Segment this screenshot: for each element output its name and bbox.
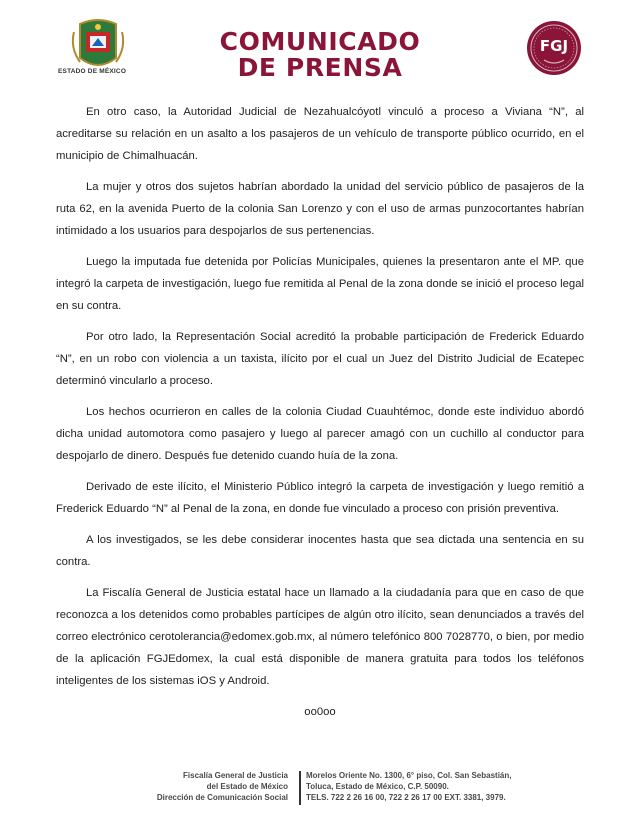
closing-mark: oo0oo (304, 706, 336, 718)
paragraph-4: Por otro lado, la Representación Social acreditó la probable participación de Frederick Eduardo “N”, en un robo con violencia a un taxista, ilícito por el cual un Juez del Distrito Judicial de Ecatepec determinó vincularlo a proceso. (56, 331, 584, 387)
footer-institution-line: Dirección de Comunicación Social (156, 793, 288, 802)
paragraph-3: Luego la imputada fue detenida por Policías Municipales, quienes la presentaron ante el MP. que integró la carpeta de investigación, luego fue remitida al Penal de la zona donde se inició el proceso legal en su contra. (56, 256, 584, 312)
edomex-label: ESTADO DE MÉXICO (58, 68, 127, 75)
title-line-2: DE PRENSA (237, 53, 403, 82)
paragraph-2: La mujer y otros dos sujetos habrían abordado la unidad del servicio público de pasajeros de la ruta 62, en la avenida Puerto de la colonia San Lorenzo y con el uso de armas punzocortantes habrían intimidado a los usuarios para despojarlos de sus pertenencias. (56, 181, 584, 237)
footer-divider (299, 771, 301, 805)
title-line-1: COMUNICADO (219, 27, 421, 56)
footer-institution-line: Fiscalía General de Justicia (183, 771, 288, 780)
paragraph-6: Derivado de este ilícito, el Ministerio Público integró la carpeta de investigación y luego remitió a Frederick Eduardo “N” al Penal de la zona, en donde fue vinculado a proceso con prisión preventiva. (56, 481, 584, 515)
press-release-header (0, 0, 638, 92)
footer-address-line: Toluca, Estado de México, C.P. 50090. (306, 782, 449, 791)
footer-institution-line: del Estado de México (206, 782, 288, 791)
press-release-footer (0, 770, 638, 810)
paragraph-1: En otro caso, la Autoridad Judicial de Nezahualcóyotl vinculó a proceso a Viviana “N”, al acreditarse su relación en un asalto a los pasajeros de un vehículo de transporte público ocurrido, en el municipio de Chimalhuacán. (56, 106, 584, 162)
paragraph-8: La Fiscalía General de Justicia estatal hace un llamado a la ciudadanía para que en caso de que reconozca a los detenidos como probables partícipes de algún otro ilícito, sean denunciados a través del correo electrónico cerotolerancia@edomex.gob.mx, al número telefónico 800 7028770, o bien, por medio de la aplicación FGJEdomex, la cual está disponible de manera gratuita para todos los teléfonos inteligentes de los sistemas iOS y Android. (56, 587, 584, 687)
paragraph-5: Los hechos ocurrieron en calles de la colonia Ciudad Cuauhtémoc, donde este individuo abordó dicha unidad automotora como pasajero y luego al parecer amagó con un cuchillo al conductor para despojarlo de dinero. Después fue detenido cuando huía de la zona. (56, 406, 584, 462)
footer-address-line: Morelos Oriente No. 1300, 6° piso, Col. San Sebastián, (306, 771, 512, 780)
footer-institution (157, 770, 288, 803)
footer-address-line: TELS. 722 2 26 16 00, 722 2 26 17 00 EXT. 3381, 3979. (306, 793, 506, 802)
paragraph-7: A los investigados, se les debe considerar inocentes hasta que sea dictada una sentencia en su contra. (56, 534, 584, 568)
footer-address (306, 770, 511, 803)
press-release-body (56, 101, 584, 732)
fgj-seal-text: FGJ (539, 37, 569, 55)
